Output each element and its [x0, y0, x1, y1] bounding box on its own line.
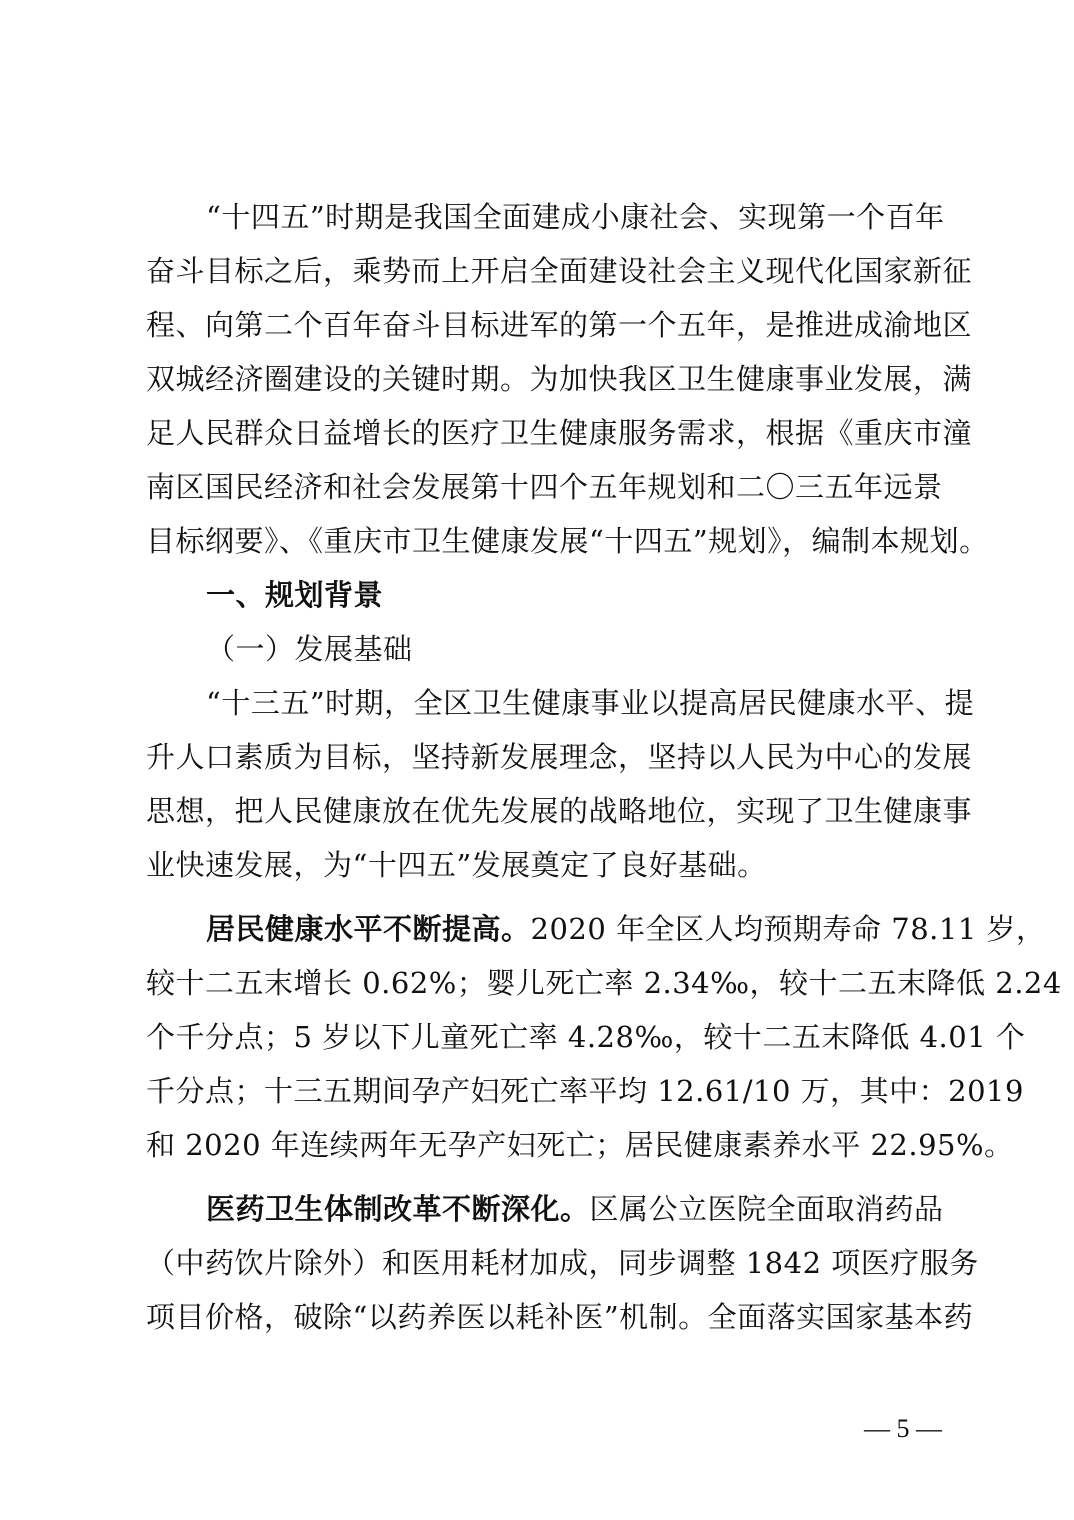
document-page	[146, 190, 1062, 1344]
text-line: 双城经济圈建设的关键时期。为加快我区卫生健康事业发展，满	[146, 362, 973, 396]
text-line: 和 2020 年连续两年无孕产妇死亡；居民健康素养水平 22.95%。	[146, 1128, 1014, 1162]
paragraph-lead: 居民健康水平不断提高。	[206, 912, 531, 946]
paragraph-lead: 医药卫生体制改革不断深化。	[206, 1192, 590, 1226]
health-level-paragraph	[146, 902, 1062, 1172]
page-number: — 5 —	[864, 1414, 942, 1443]
intro-paragraph	[146, 190, 989, 568]
text-line: 千分点；十三五期间孕产妇死亡率平均 12.61/10 万，其中：2019	[146, 1074, 1024, 1108]
paragraph-text: 2020 年全区人均预期寿命 78.11 岁，	[530, 912, 1046, 946]
text-line: 足人民群众日益增长的医疗卫生健康服务需求，根据《重庆市潼	[146, 416, 973, 450]
text-line: “十四五”时期是我国全面建成小康社会、实现第一个百年	[206, 200, 945, 234]
basis-paragraph	[146, 676, 975, 892]
paragraph-text: 区属公立医院全面取消药品	[589, 1192, 944, 1226]
text-line	[146, 902, 1046, 956]
text-line: 项目价格，破除“以药养医以耗补医”机制。全面落实国家基本药	[146, 1300, 974, 1334]
text-line: 思想，把人民健康放在优先发展的战略地位，实现了卫生健康事	[146, 794, 973, 828]
text-line: “十三五”时期，全区卫生健康事业以提高居民健康水平、提	[206, 686, 975, 720]
text-line: 升人口素质为目标，坚持新发展理念，坚持以人民为中心的发展	[146, 740, 973, 774]
text-line: 较十二五末增长 0.62%；婴儿死亡率 2.34‰，较十二五末降低 2.24	[146, 966, 1062, 1000]
text-line: 个千分点；5 岁以下儿童死亡率 4.28‰，较十二五末降低 4.01 个	[146, 1020, 1026, 1054]
text-line: 程、向第二个百年奋斗目标进军的第一个五年，是推进成渝地区	[146, 308, 973, 342]
text-line: 业快速发展，为“十四五”发展奠定了良好基础。	[146, 848, 767, 882]
section-heading: 一、规划背景	[206, 578, 384, 612]
text-line: 南区国民经济和社会发展第十四个五年规划和二〇三五年远景	[146, 470, 943, 504]
text-line	[146, 1182, 942, 1236]
text-line: 奋斗目标之后，乘势而上开启全面建设社会主义现代化国家新征	[146, 254, 973, 288]
text-line: （中药饮片除外）和医用耗材加成，同步调整 1842 项医疗服务	[146, 1246, 979, 1280]
subsection-heading: （一）发展基础	[206, 632, 413, 666]
text-line: 目标纲要》、《重庆市卫生健康发展“十四五”规划》，编制本规划。	[146, 524, 989, 558]
reform-paragraph	[146, 1182, 979, 1344]
